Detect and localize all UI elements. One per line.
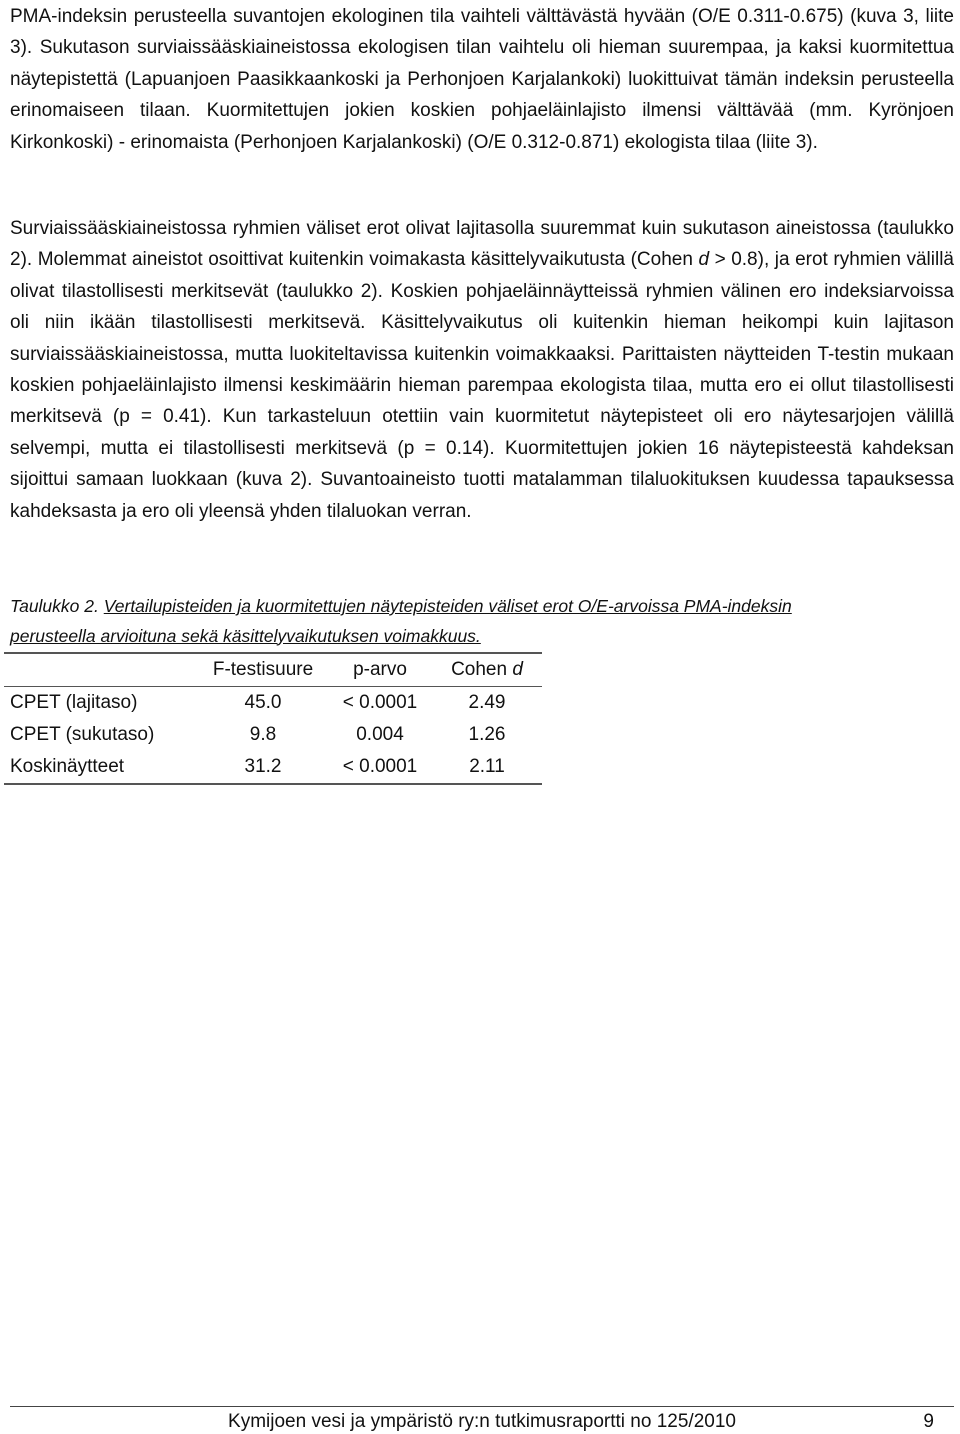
table-row <box>4 719 542 751</box>
page-number: 9 <box>923 1411 934 1432</box>
paragraph-chironomid-differences <box>10 213 954 527</box>
table-caption-text-line2: perusteella arvioituna sekä käsittelyvaikutuksen voimakkuus. <box>10 625 481 646</box>
table-header-cell: p-arvo <box>353 659 407 680</box>
table-cell-p: < 0.0001 <box>342 756 418 777</box>
paragraph-pma-index: PMA-indeksin perusteella suvantojen ekologinen tila vaihteli välttävästä hyvään (O/E 0.311-0.675) (kuva 3, liite 3). Sukutason surviaissääskiaineistossa ekologisen tilan vaihtelu oli hieman suurempaa, ja kaksi kuormitettua näytepistettä (Lapuanjoen Paasikkaankoski ja Perhonjoen Karjalankoki) luokittuivat tämän indeksin perusteella erinomaiseen tilaan. Kuormitettujen jokien koskien pohjaeläinlajisto ilmensi välttävää (mm. Kyrönjoen Kirkonkoski) - erinomaista (Perhonjoen Karjalankoski) (O/E 0.312-0.871) ekologista tilaa (liite 3). <box>10 6 954 153</box>
table-cell-group: Koskinäytteet <box>10 756 125 777</box>
table-cell-d: 2.49 <box>468 692 506 713</box>
table-header-cell <box>432 653 542 687</box>
table-header-row <box>4 653 542 687</box>
table-cell-f: 31.2 <box>244 756 282 777</box>
table-caption <box>10 592 954 651</box>
table-caption-text-line1: Vertailupisteiden ja kuormitettujen näytepisteiden väliset erot O/E-arvoissa PMA-indeksin <box>103 596 792 616</box>
table-row <box>4 687 542 720</box>
table-cell-p: 0.004 <box>356 724 404 745</box>
table-cell-p: < 0.0001 <box>342 692 418 713</box>
table-cell-d: 2.11 <box>469 756 505 777</box>
table-cell-f: 9.8 <box>249 724 277 745</box>
paragraph-text-part1: Surviaissääskiaineistossa ryhmien väliset erot olivat lajitasolla suuremmat kuin sukutason aineistossa (taulukko 2). Molemmat aineistot osoittivat kuitenkin voimakasta käsittelyvaikutusta (Cohen <box>10 218 954 271</box>
table-cell-d: 1.26 <box>468 724 506 745</box>
table-header-cohen-label: Cohen <box>451 659 513 680</box>
footer-report-title: Kymijoen vesi ja ympäristö ry:n tutkimusraportti no 125/2010 <box>228 1411 736 1432</box>
table-caption-label: Taulukko 2. <box>10 596 99 616</box>
cohen-d-symbol: d <box>698 249 710 271</box>
table-header-cohen-d: d <box>512 659 523 680</box>
table-header-cell: F-testisuure <box>212 659 314 680</box>
table-header-cell <box>4 653 198 687</box>
results-table <box>4 652 542 785</box>
table-cell-f: 45.0 <box>244 692 282 713</box>
table-row <box>4 751 542 784</box>
table-cell-group: CPET (sukutaso) <box>10 724 155 745</box>
footer-divider <box>10 1406 954 1407</box>
table-cell-group: CPET (lajitaso) <box>10 692 138 713</box>
paragraph-text-part2: > 0.8), ja erot ryhmien välillä olivat tilastollisesti merkitsevät (taulukko 2). Koskien pohjaeläinnäytteissä ryhmien välinen ero indeksiarvoissa oli niin ikään tilastollisesti merkitsevä. Käsittelyvaikutus oli kuitenkin hieman heikompi kuin lajitason surviaissääskiaineistossa, mutta luokiteltavissa kuitenkin voimakkaaksi. Parittaisten näytteiden T-testin mukaan koskien pohjaeläinlajisto ilmensi keskimäärin hieman parempaa ekologista tilaa, mutta ero ei ollut tilastollisesti merkitsevä (p = 0.41). Kun tarkasteluun otettiin vain kuormitetut näytepisteet oli ero näytesarjojen välillä selvempi, mutta ei tilastollisesti merkitsevä (p = 0.14). Kuormitettujen jokien 16 näytepisteestä kahdeksan sijoittui samaan luokkaan (kuva 2). Suvantoaineisto tuotti matalamman tilaluokituksen kuudessa tapauksessa kahdeksasta ja ero oli yleensä yhden tilaluokan verran. <box>10 249 954 522</box>
